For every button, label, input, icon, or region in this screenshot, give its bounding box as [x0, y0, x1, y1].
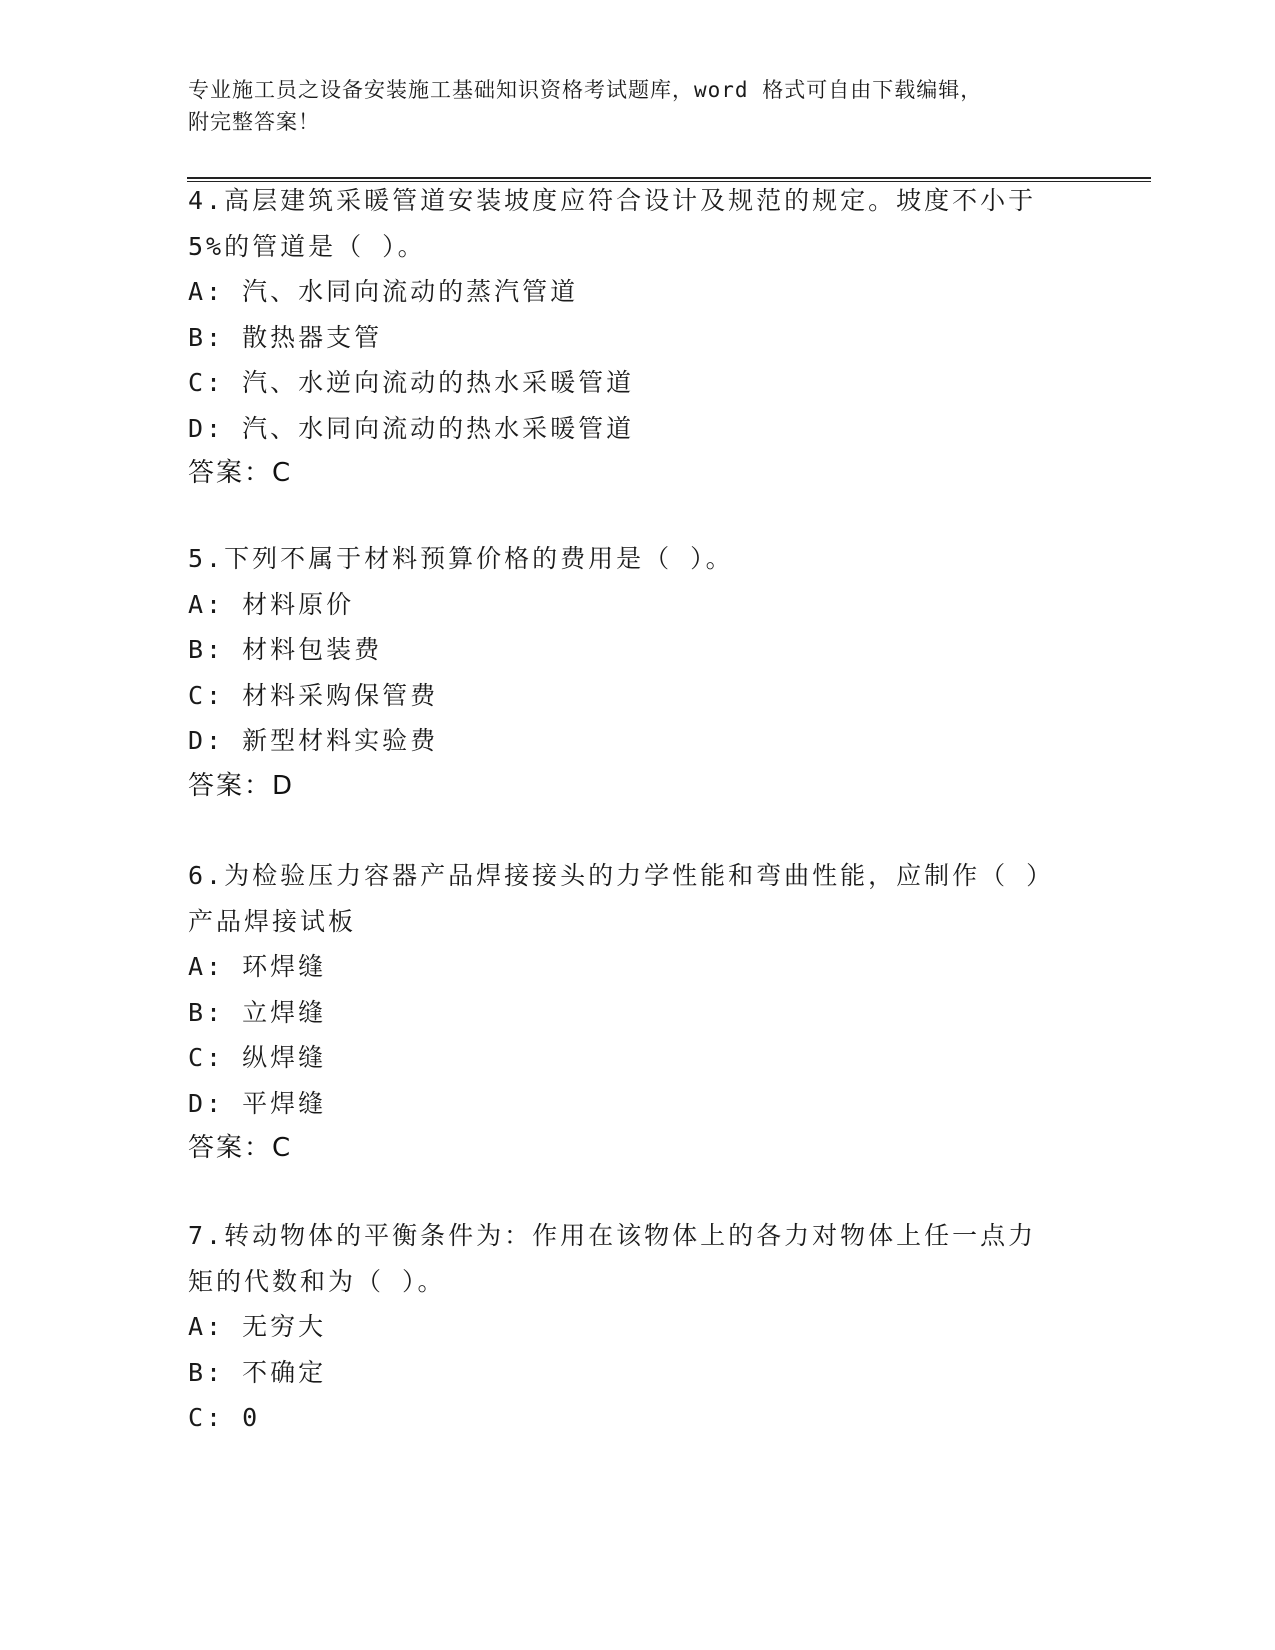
option-c: C: 纵焊缝	[188, 1043, 327, 1072]
option-c: C: 0	[188, 1403, 261, 1432]
option-c: C: 材料采购保管费	[188, 680, 439, 710]
question-stem: 6.为检验压力容器产品焊接接头的力学性能和弯曲性能，应制作（ ）	[188, 861, 1055, 890]
option-b: B: 立焊缝	[188, 997, 327, 1027]
header-line-2: 附完整答案！	[188, 110, 320, 134]
question-4	[188, 178, 1088, 497]
header-line-1: 专业施工员之设备安装施工基础知识资格考试题库，word 格式可自由下载编辑，	[188, 78, 983, 102]
answer-label: 答案：D	[188, 770, 295, 801]
question-stem: 4.高层建筑采暖管道安装坡度应符合设计及规范的规定。坡度不小于	[188, 186, 1037, 215]
option-d: D: 平焊缝	[188, 1088, 327, 1118]
question-7	[188, 1213, 1088, 1441]
option-c: C: 汽、水逆向流动的热水采暖管道	[188, 368, 635, 397]
question-6	[188, 853, 1088, 1172]
question-stem: 5%的管道是（ ）。	[188, 231, 426, 261]
question-stem: 产品焊接试板	[188, 906, 357, 936]
answer-label: 答案：C	[188, 1133, 293, 1163]
option-a: A: 环焊缝	[188, 952, 327, 981]
question-stem: 5.下列不属于材料预算价格的费用是（ ）。	[188, 544, 734, 573]
option-d: D: 汽、水同向流动的热水采暖管道	[188, 413, 635, 443]
option-b: B: 不确定	[188, 1357, 327, 1387]
question-stem: 7.转动物体的平衡条件为：作用在该物体上的各力对物体上任一点力	[188, 1221, 1037, 1250]
option-a: A: 材料原价	[188, 589, 355, 619]
option-b: B: 散热器支管	[188, 322, 383, 352]
answer-label: 答案：C	[188, 458, 293, 488]
option-b: B: 材料包装费	[188, 635, 383, 664]
question-stem: 矩的代数和为（ ）。	[188, 1266, 446, 1296]
question-5	[188, 536, 1088, 809]
option-a: A: 无穷大	[188, 1312, 327, 1341]
option-a: A: 汽、水同向流动的蒸汽管道	[188, 277, 579, 306]
option-d: D: 新型材料实验费	[188, 726, 439, 755]
document-header	[188, 74, 1088, 138]
